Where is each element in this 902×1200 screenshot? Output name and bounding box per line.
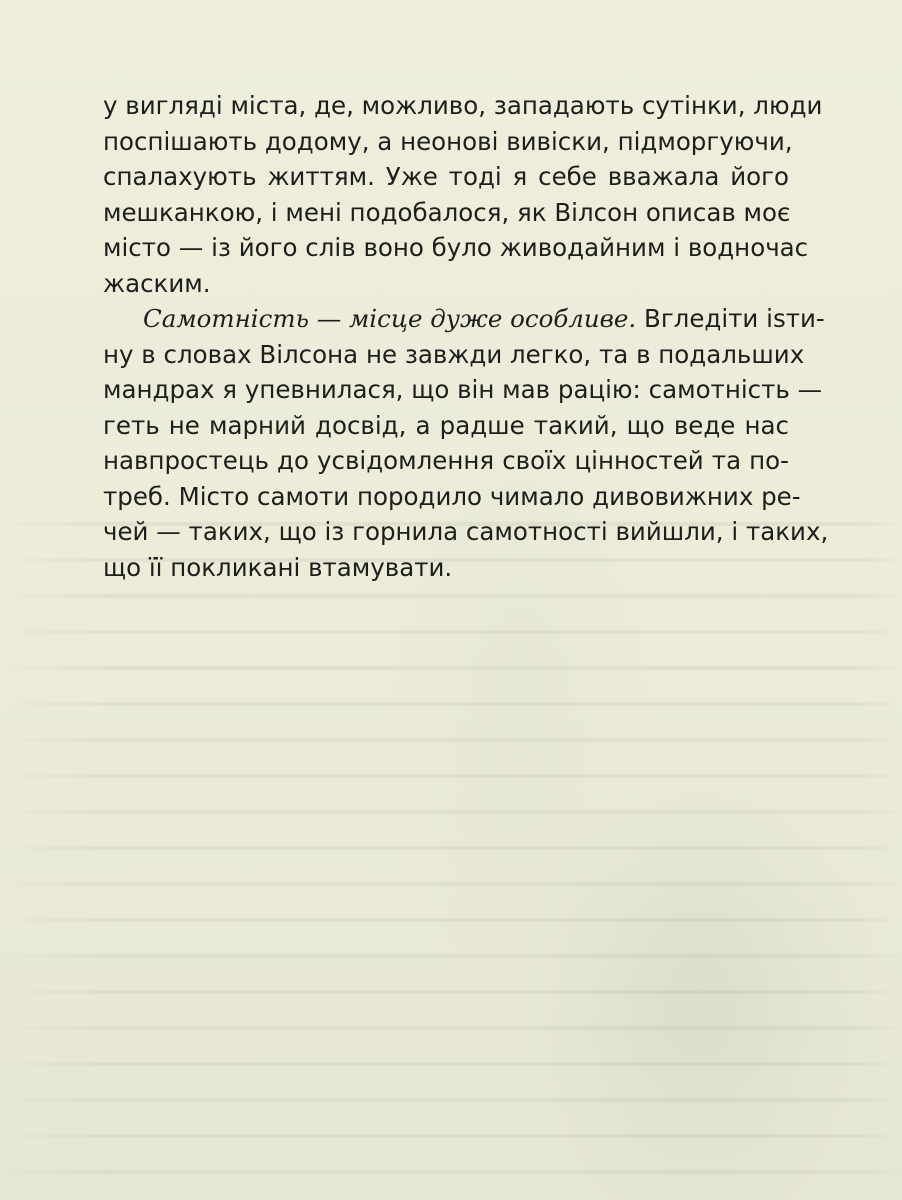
text-line: місто — із його слів воно було живодайним і водночас: [103, 233, 809, 262]
text-line: спалахують життям. Уже тоді я себе вважала його: [103, 162, 789, 191]
page-text: [103, 88, 829, 585]
text-line: чей — таких, що із горнила самотності вийшли, і таких,: [103, 517, 829, 546]
text-line: мандрах я упевнилася, що він мав рацію: самотність —: [103, 375, 823, 404]
text-line: мешканкою, і мені подобалося, як Вілсон описав моє: [103, 197, 791, 227]
paragraph-1: [103, 88, 823, 301]
italic-phrase: Самотність — місце дуже особливе.: [143, 304, 637, 333]
text-line-first: [103, 301, 825, 337]
text-line: треб. Місто самоти породило чимало дивовижних ре-: [103, 481, 801, 511]
text-line: у вигляді міста, де, можливо, западають сутінки, люди: [103, 91, 823, 120]
text-line: що її покликані втамувати.: [103, 552, 453, 582]
text-line: геть не марний досвід, а радше такий, що веде нас: [103, 410, 789, 440]
text-line: навпростець до усвідомлення своїх цінностей та по-: [103, 446, 789, 475]
text-line: ну в словах Вілсона не завжди легко, та в подальших: [103, 339, 805, 369]
show-through-text: [0, 500, 902, 1200]
paragraph-2: [103, 301, 829, 585]
first-line-rest: Вгледіти isти-: [636, 304, 825, 333]
text-line: поспішають додому, а неонові вивіски, підморгуючи,: [103, 126, 793, 156]
text-line: жаским.: [103, 268, 211, 298]
